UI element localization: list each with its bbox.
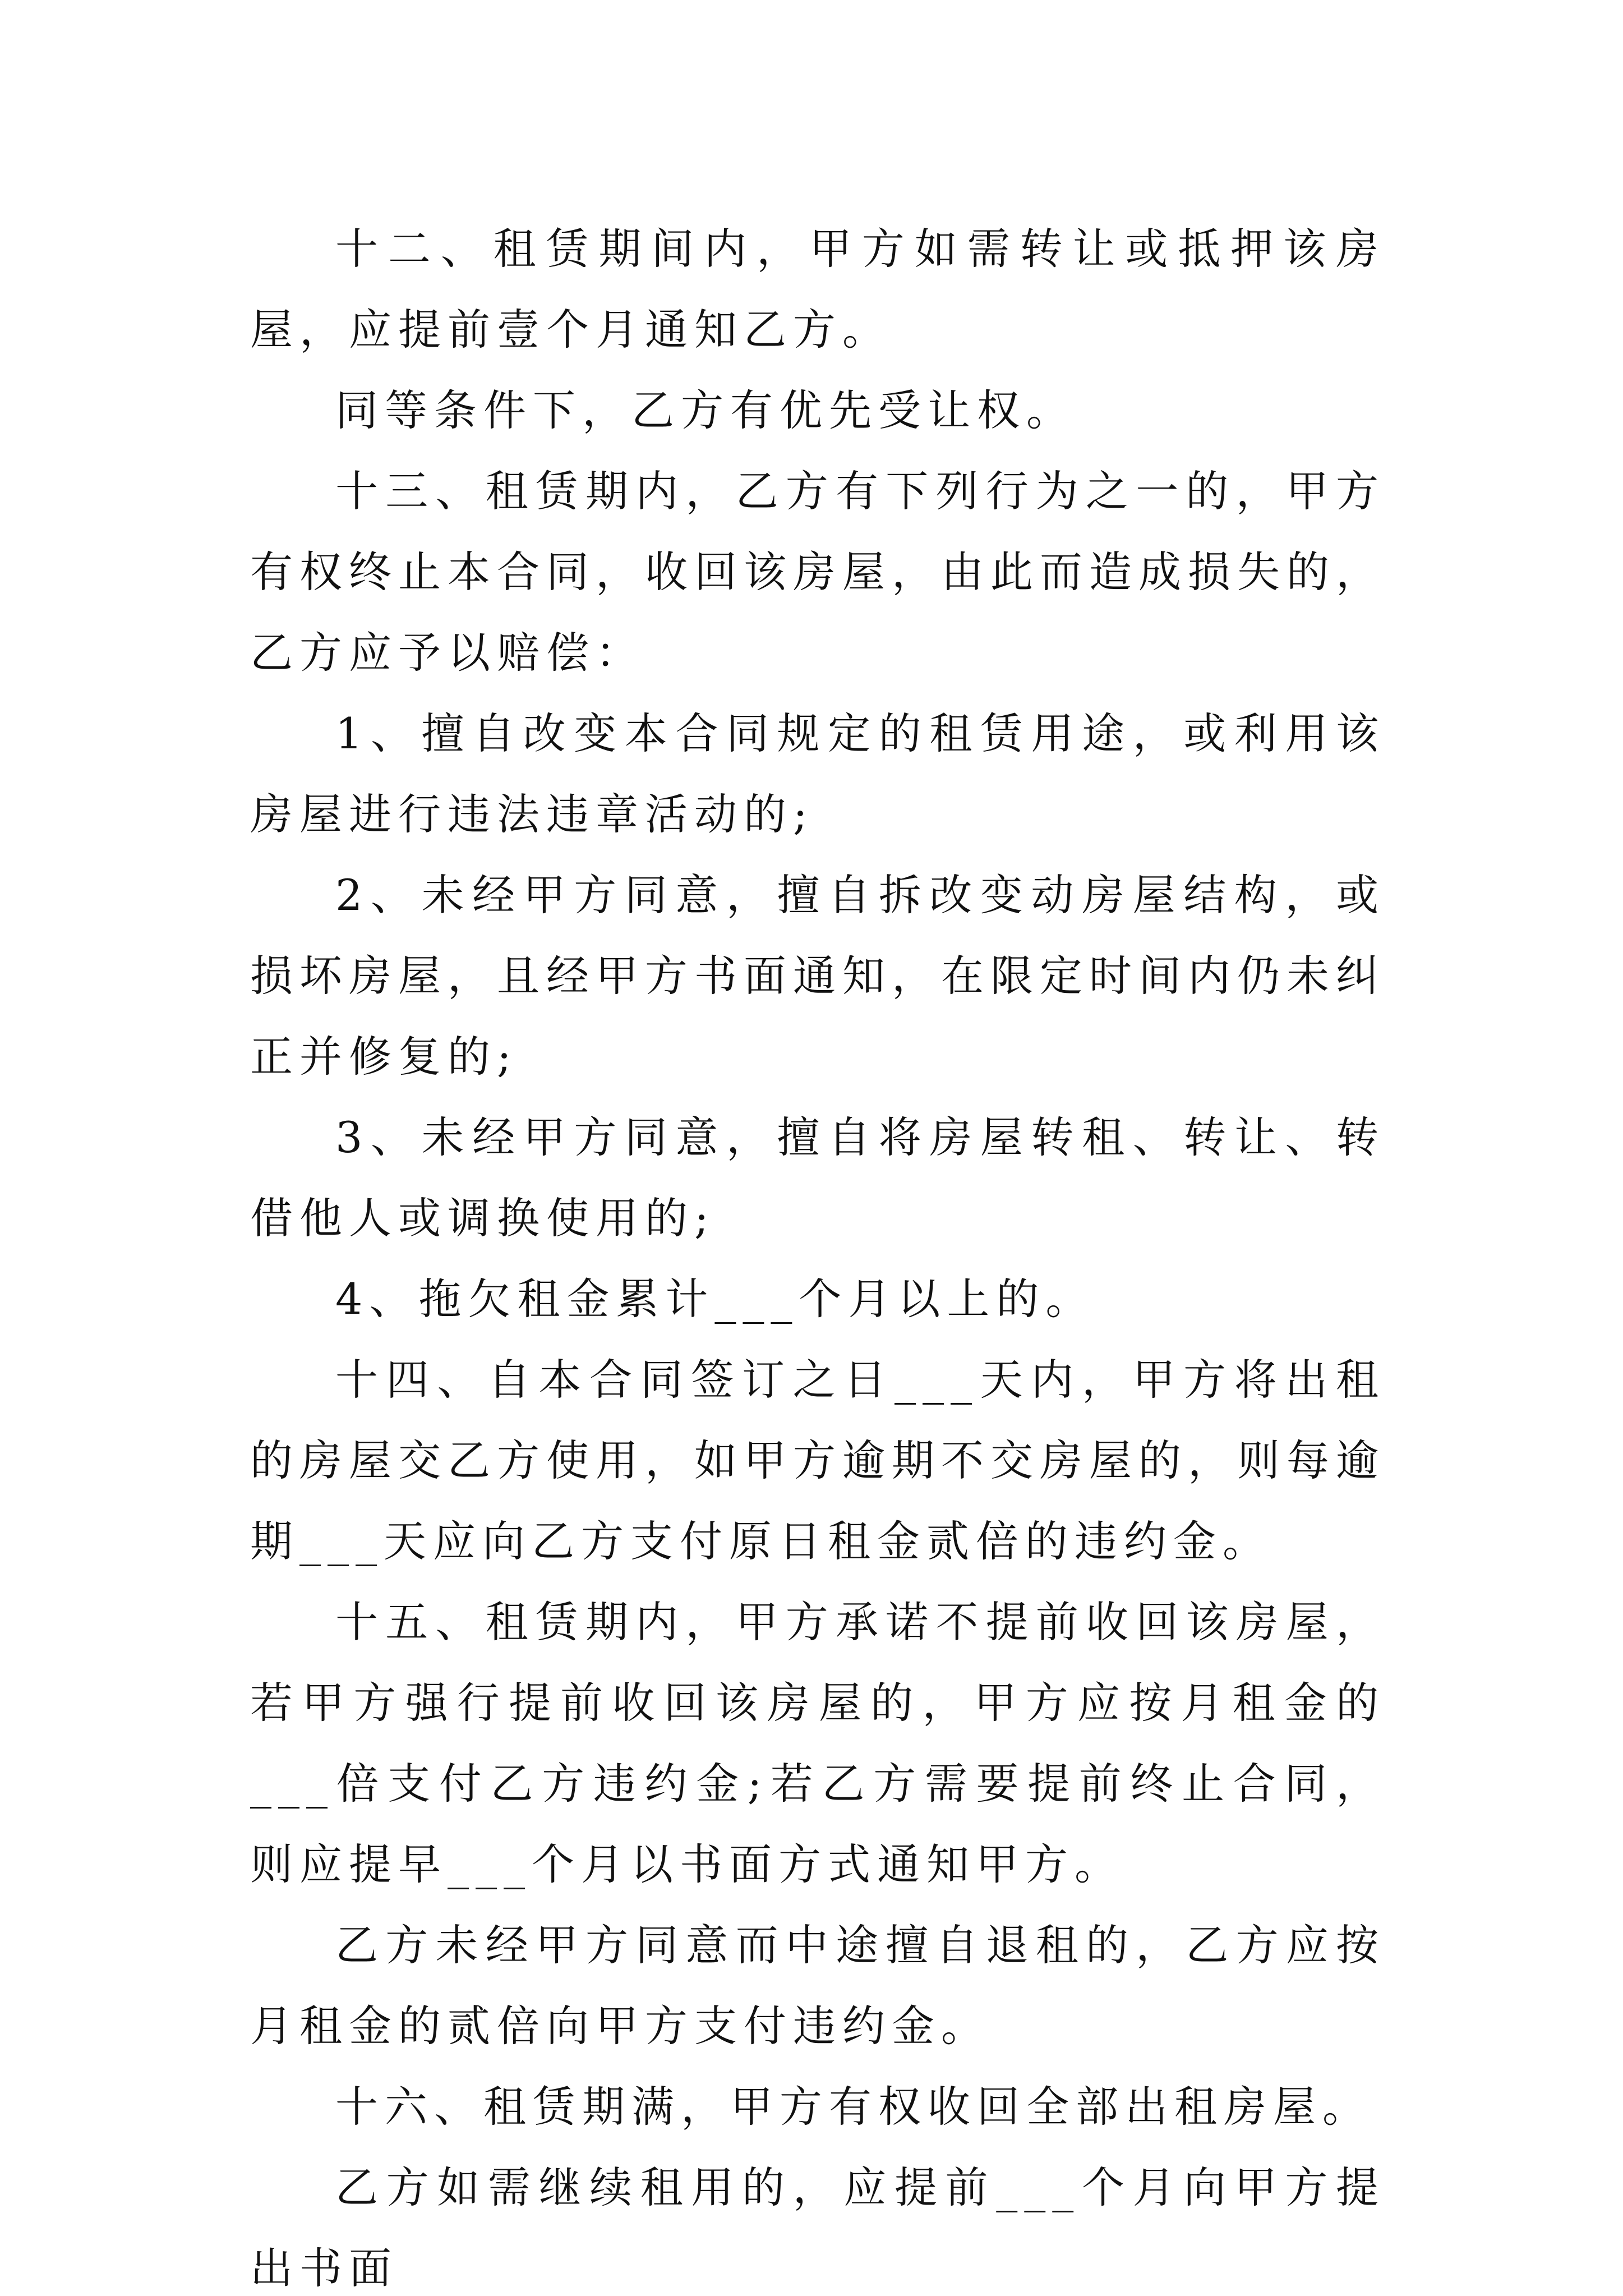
paragraph-12: 十二、租赁期间内，甲方如需转让或抵押该房屋，应提前壹个月通知乙方。 [250,224,1385,355]
paragraph-15: 十五、租赁期内，甲方承诺不提前收回该房屋，若甲方强行提前收回该房屋的，甲方应按月租金的___倍支付乙方违约金;若乙方需要提前终止合同，则应提早___个月以书面方式通知甲方。 [250,1597,1385,1889]
paragraph-13: 十三、租赁期内，乙方有下列行为之一的，甲方有权终止本合同，收回该房屋，由此而造成损失的，乙方应予以赔偿： [250,466,1385,678]
clause-13-item-3: 3、未经甲方同意，擅自将房屋转租、转让、转借他人或调换使用的; [250,1112,1385,1243]
paragraph-14: 十四、自本合同签订之日___天内，甲方将出租的房屋交乙方使用，如甲方逾期不交房屋的，则每逾期___天应向乙方支付原日租金贰倍的违约金。 [250,1355,1385,1566]
clause-13-item-2: 2、未经甲方同意，擅自拆改变动房屋结构，或损坏房屋，且经甲方书面通知，在限定时间内仍未纠正并修复的; [250,870,1385,1082]
paragraph-15-early-termination: 乙方未经甲方同意而中途擅自退租的，乙方应按月租金的贰倍向甲方支付违约金。 [250,1920,1385,2051]
clause-13-item-4: 4、拖欠租金累计___个月以上的。 [335,1274,1095,1324]
paragraph-16: 十六、租赁期满，甲方有权收回全部出租房屋。 [335,2082,1372,2132]
clause-13-item-1: 1、擅自改变本合同规定的租赁用途，或利用该房屋进行违法违章活动的; [250,708,1385,839]
paragraph-16-renewal: 乙方如需继续租用的，应提前___个月向甲方提出书面 [250,2162,1385,2293]
paragraph-12-priority: 同等条件下，乙方有优先受让权。 [335,385,1076,435]
document-body [250,209,1385,2296]
